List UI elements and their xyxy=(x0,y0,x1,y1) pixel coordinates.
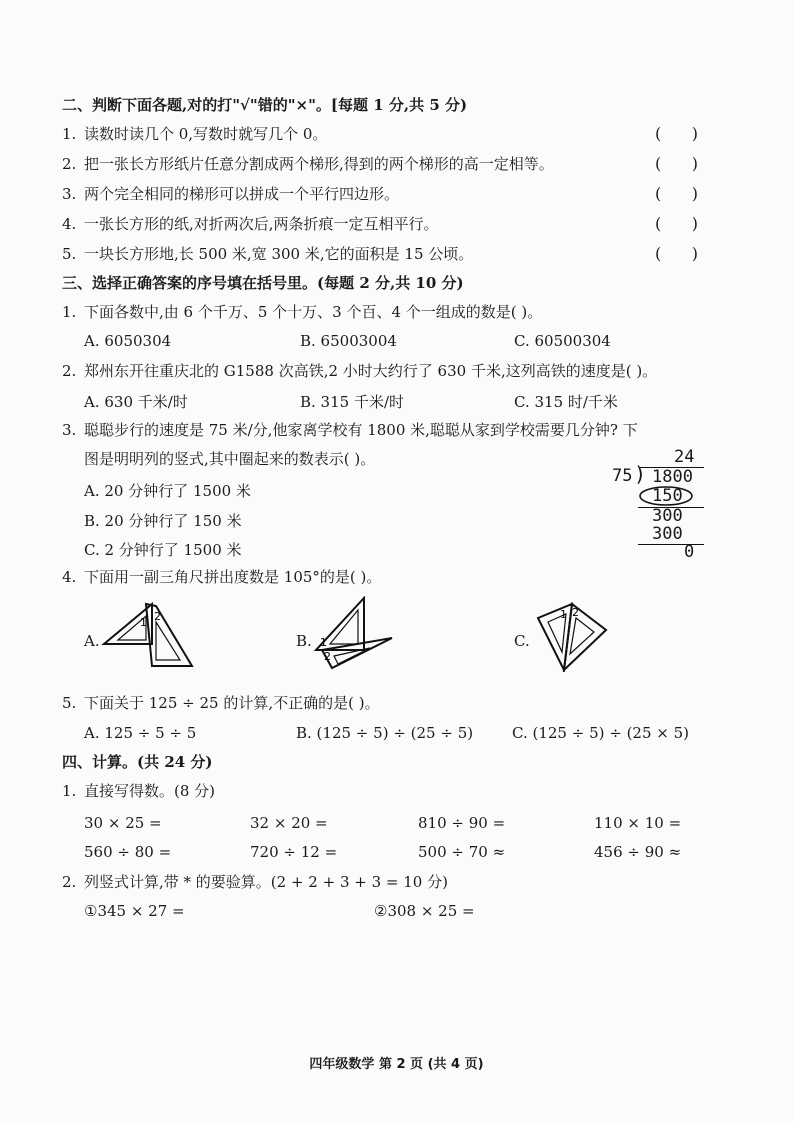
question-number: 2. xyxy=(62,873,77,891)
answer-blank[interactable]: ( ) xyxy=(655,214,698,233)
option-b[interactable]: B. 65003004 xyxy=(300,332,397,350)
question-number: 2. xyxy=(62,155,77,173)
judge-question-2 xyxy=(62,155,554,173)
choice-question-1 xyxy=(62,303,542,321)
option-b[interactable]: B. (125 ÷ 5) ÷ (25 ÷ 5) xyxy=(296,724,474,742)
question-number: 2. xyxy=(62,362,77,380)
long-division-figure xyxy=(600,446,710,561)
question-text: 郑州东开往重庆北的 G1588 次高铁,2 小时大约行了 630 千米,这列高铁的速度是( )。 xyxy=(84,362,658,380)
question-text: 两个完全相同的梯形可以拼成一个平行四边形。 xyxy=(84,185,400,203)
svg-text:2: 2 xyxy=(154,610,161,623)
oral-calc-item: 30 × 25 = xyxy=(84,814,162,832)
judge-question-4 xyxy=(62,215,439,233)
divisor: 75 xyxy=(612,466,633,486)
option-a[interactable]: A. xyxy=(84,632,100,650)
question-text: 下面各数中,由 6 个千万、5 个十万、3 个百、4 个一组成的数是( )。 xyxy=(84,303,543,321)
calc-question-1 xyxy=(62,782,215,800)
division-bracket: ) xyxy=(634,462,647,486)
choice-question-2 xyxy=(62,362,657,380)
oral-calc-item: 32 × 20 = xyxy=(250,814,328,832)
option-a[interactable]: A. 630 千米/时 xyxy=(84,393,188,411)
question-number: 3. xyxy=(62,421,77,439)
answer-blank[interactable]: ( ) xyxy=(655,244,698,263)
answer-blank[interactable]: ( ) xyxy=(655,184,698,203)
oral-calc-item: 810 ÷ 90 = xyxy=(418,814,506,832)
question-text: 读数时读几个 0,写数时就写几个 0。 xyxy=(84,125,328,143)
svg-text:2: 2 xyxy=(572,606,579,619)
triangle-rulers-a-icon xyxy=(100,600,200,672)
question-text: 把一张长方形纸片任意分割成两个梯形,得到的两个梯形的高一定相等。 xyxy=(84,155,554,173)
oral-calc-item: 500 ÷ 70 ≈ xyxy=(418,843,506,861)
answer-blank[interactable]: ( ) xyxy=(655,154,698,173)
option-c[interactable]: C. 2 分钟行了 1500 米 xyxy=(84,541,242,559)
dividend: 1800 xyxy=(652,467,693,487)
vertical-calc-item: ②308 × 25 = xyxy=(374,902,475,920)
question-number: 5. xyxy=(62,245,77,263)
section4-title: 四、计算。(共 24 分) xyxy=(62,753,213,771)
option-b[interactable]: B. 20 分钟行了 150 米 xyxy=(84,512,242,530)
section2-title: 二、判断下面各题,对的打"√"错的"×"。[每题 1 分,共 5 分) xyxy=(62,96,468,114)
judge-question-1 xyxy=(62,125,327,143)
question-text: 聪聪步行的速度是 75 米/分,他家离学校有 1800 米,聪聪从家到学校需要几分钟? 下 xyxy=(84,421,638,439)
question-number: 1. xyxy=(62,303,77,321)
option-a[interactable]: A. 125 ÷ 5 ÷ 5 xyxy=(84,724,197,742)
svg-text:1: 1 xyxy=(140,616,147,629)
section3-title: 三、选择正确答案的序号填在括号里。(每题 2 分,共 10 分) xyxy=(62,274,464,292)
question-number: 3. xyxy=(62,185,77,203)
question-text: 直接写得数。(8 分) xyxy=(84,782,216,800)
vertical-calc-item: ①345 × 27 = xyxy=(84,902,185,920)
oral-calc-item: 110 × 10 = xyxy=(594,814,682,832)
calc-question-2 xyxy=(62,873,448,891)
page-footer: 四年级数学 第 2 页 (共 4 页) xyxy=(309,1057,484,1072)
circle-mark-icon xyxy=(638,485,694,507)
partial-product: 300 xyxy=(652,506,683,526)
judge-question-5 xyxy=(62,245,473,263)
question-text: 一张长方形的纸,对折两次后,两条折痕一定互相平行。 xyxy=(84,215,439,233)
svg-text:1: 1 xyxy=(560,608,567,621)
option-c[interactable]: C. 60500304 xyxy=(514,332,611,350)
question-text-continued: 图是明明列的竖式,其中圈起来的数表示( )。 xyxy=(84,450,376,468)
circled-number: 150 xyxy=(652,486,683,506)
option-b[interactable]: B. 315 千米/时 xyxy=(300,393,405,411)
choice-question-4 xyxy=(62,568,381,586)
oral-calc-item: 560 ÷ 80 = xyxy=(84,843,172,861)
question-number: 4. xyxy=(62,568,77,586)
svg-text:1: 1 xyxy=(320,636,327,649)
oral-calc-item: 720 ÷ 12 = xyxy=(250,843,338,861)
question-text: 下面关于 125 ÷ 25 的计算,不正确的是( )。 xyxy=(84,694,380,712)
answer-blank[interactable]: ( ) xyxy=(655,124,698,143)
option-b[interactable]: B. xyxy=(296,632,312,650)
choice-question-5 xyxy=(62,694,380,712)
question-text: 列竖式计算,带 * 的要验算。(2 + 2 + 3 + 3 = 10 分) xyxy=(84,873,448,891)
quotient: 24 xyxy=(674,447,695,467)
question-number: 1. xyxy=(62,125,77,143)
question-number: 5. xyxy=(62,694,77,712)
option-c[interactable]: C. (125 ÷ 5) ÷ (25 × 5) xyxy=(512,724,690,742)
choice-question-3 xyxy=(62,421,638,439)
partial-product: 300 xyxy=(652,524,683,544)
triangle-rulers-c-icon xyxy=(534,600,610,672)
option-a[interactable]: A. 6050304 xyxy=(84,332,172,350)
question-number: 4. xyxy=(62,215,77,233)
question-text: 下面用一副三角尺拼出度数是 105°的是( )。 xyxy=(84,568,382,586)
question-number: 1. xyxy=(62,782,77,800)
option-c[interactable]: C. xyxy=(514,632,530,650)
option-c[interactable]: C. 315 时/千米 xyxy=(514,393,618,411)
svg-text:2: 2 xyxy=(324,650,331,663)
triangle-rulers-b-icon xyxy=(312,596,398,672)
judge-question-3 xyxy=(62,185,399,203)
remainder: 0 xyxy=(684,542,695,562)
option-a[interactable]: A. 20 分钟行了 1500 米 xyxy=(84,482,251,500)
oral-calc-item: 456 ÷ 90 ≈ xyxy=(594,843,682,861)
question-text: 一块长方形地,长 500 米,宽 300 米,它的面积是 15 公顷。 xyxy=(84,245,474,263)
